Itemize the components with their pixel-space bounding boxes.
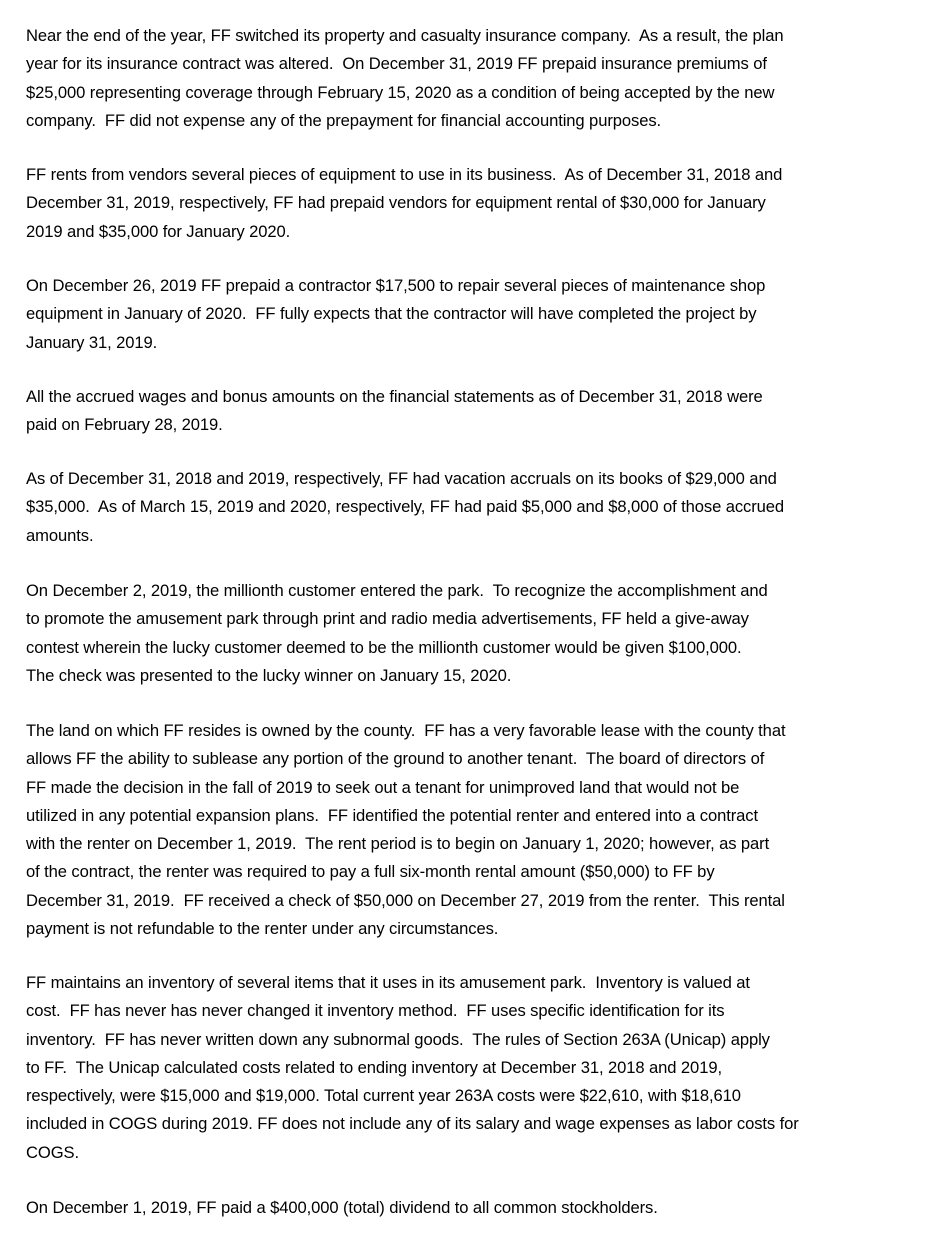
paragraph: [26, 465, 926, 550]
text-line: utilized in any potential expansion plans. FF identified the potential renter and entered into a contract: [26, 805, 758, 825]
text-line: contest wherein the lucky customer deemed to be the millionth customer would be given $100,000.: [26, 637, 742, 657]
text-line: of the contract, the renter was required to pay a full six-month rental amount ($50,000) to FF by: [26, 862, 715, 882]
text-line: $25,000 representing coverage through February 15, 2020 as a condition of being accepted by the new: [26, 82, 775, 102]
text-line: inventory. FF has never written down any subnormal goods. The rules of Section 263A (Unicap) apply: [26, 1029, 770, 1049]
text-line: with the renter on December 1, 2019. The rent period is to begin on January 1, 2020; however, as part: [26, 834, 770, 854]
paragraph: [26, 383, 926, 440]
text-line: to FF. The Unicap calculated costs related to ending inventory at December 31, 2018 and 2019,: [26, 1057, 722, 1077]
text-line: COGS.: [26, 1142, 79, 1162]
paragraph: [26, 22, 926, 135]
paragraph: [26, 272, 926, 357]
text-line: On December 26, 2019 FF prepaid a contractor $17,500 to repair several pieces of maintenance shop: [26, 276, 766, 295]
text-line: FF maintains an inventory of several items that it uses in its amusement park. Inventory is valued at: [26, 973, 750, 992]
text-line: equipment in January of 2020. FF fully expects that the contractor will have completed the project by: [26, 304, 757, 324]
paragraph: [26, 1194, 926, 1222]
paragraph: [26, 577, 926, 690]
text-line: December 31, 2019. FF received a check of $50,000 on December 27, 2019 from the renter. This rental: [26, 890, 785, 910]
text-line: As of December 31, 2018 and 2019, respectively, FF had vacation accruals on its books of $29,000 and: [26, 469, 777, 488]
text-line: paid on February 28, 2019.: [26, 415, 223, 435]
text-line: amounts.: [26, 525, 94, 545]
text-line: January 31, 2019.: [26, 332, 158, 352]
text-line: FF made the decision in the fall of 2019 to seek out a tenant for unimproved land that would not be: [26, 777, 740, 797]
text-line: All the accrued wages and bonus amounts on the financial statements as of December 31, 2018 were: [26, 387, 763, 406]
text-line: year for its insurance contract was altered. On December 31, 2019 FF prepaid insurance premiums of: [26, 54, 767, 74]
paragraph: [26, 161, 926, 246]
text-line: company. FF did not expense any of the prepayment for financial accounting purposes.: [26, 110, 662, 130]
text-line: December 31, 2019, respectively, FF had prepaid vendors for equipment rental of $30,000 for January: [26, 193, 766, 213]
text-line: On December 1, 2019, FF paid a $400,000 (total) dividend to all common stockholders.: [26, 1198, 658, 1217]
text-line: included in COGS during 2019. FF does not include any of its salary and wage expenses as labor costs for: [26, 1114, 799, 1134]
text-line: to promote the amusement park through print and radio media advertisements, FF held a give-away: [26, 609, 749, 629]
text-line: respectively, were $15,000 and $19,000. Total current year 263A costs were $22,610, with $18,610: [26, 1086, 741, 1106]
text-line: FF rents from vendors several pieces of equipment to use in its business. As of December 31, 2018 and: [26, 165, 783, 184]
text-line: payment is not refundable to the renter under any circumstances.: [26, 919, 499, 939]
text-line: The check was presented to the lucky winner on January 15, 2020.: [26, 665, 512, 685]
text-line: cost. FF has never has never changed it inventory method. FF uses specific identification for its: [26, 1001, 725, 1021]
text-line: 2019 and $35,000 for January 2020.: [26, 221, 291, 241]
text-line: allows FF the ability to sublease any portion of the ground to another tenant. The board of directors of: [26, 749, 765, 769]
paragraph: [26, 969, 926, 1167]
text-line: The land on which FF resides is owned by the county. FF has a very favorable lease with the county that: [26, 721, 786, 740]
text-line: $35,000. As of March 15, 2019 and 2020, respectively, FF had paid $5,000 and $8,000 of those accrued: [26, 497, 785, 517]
text-line: On December 2, 2019, the millionth customer entered the park. To recognize the accomplishment and: [26, 581, 768, 600]
paragraph: [26, 717, 926, 943]
text-line: Near the end of the year, FF switched its property and casualty insurance company. As a result, the plan: [26, 26, 784, 45]
